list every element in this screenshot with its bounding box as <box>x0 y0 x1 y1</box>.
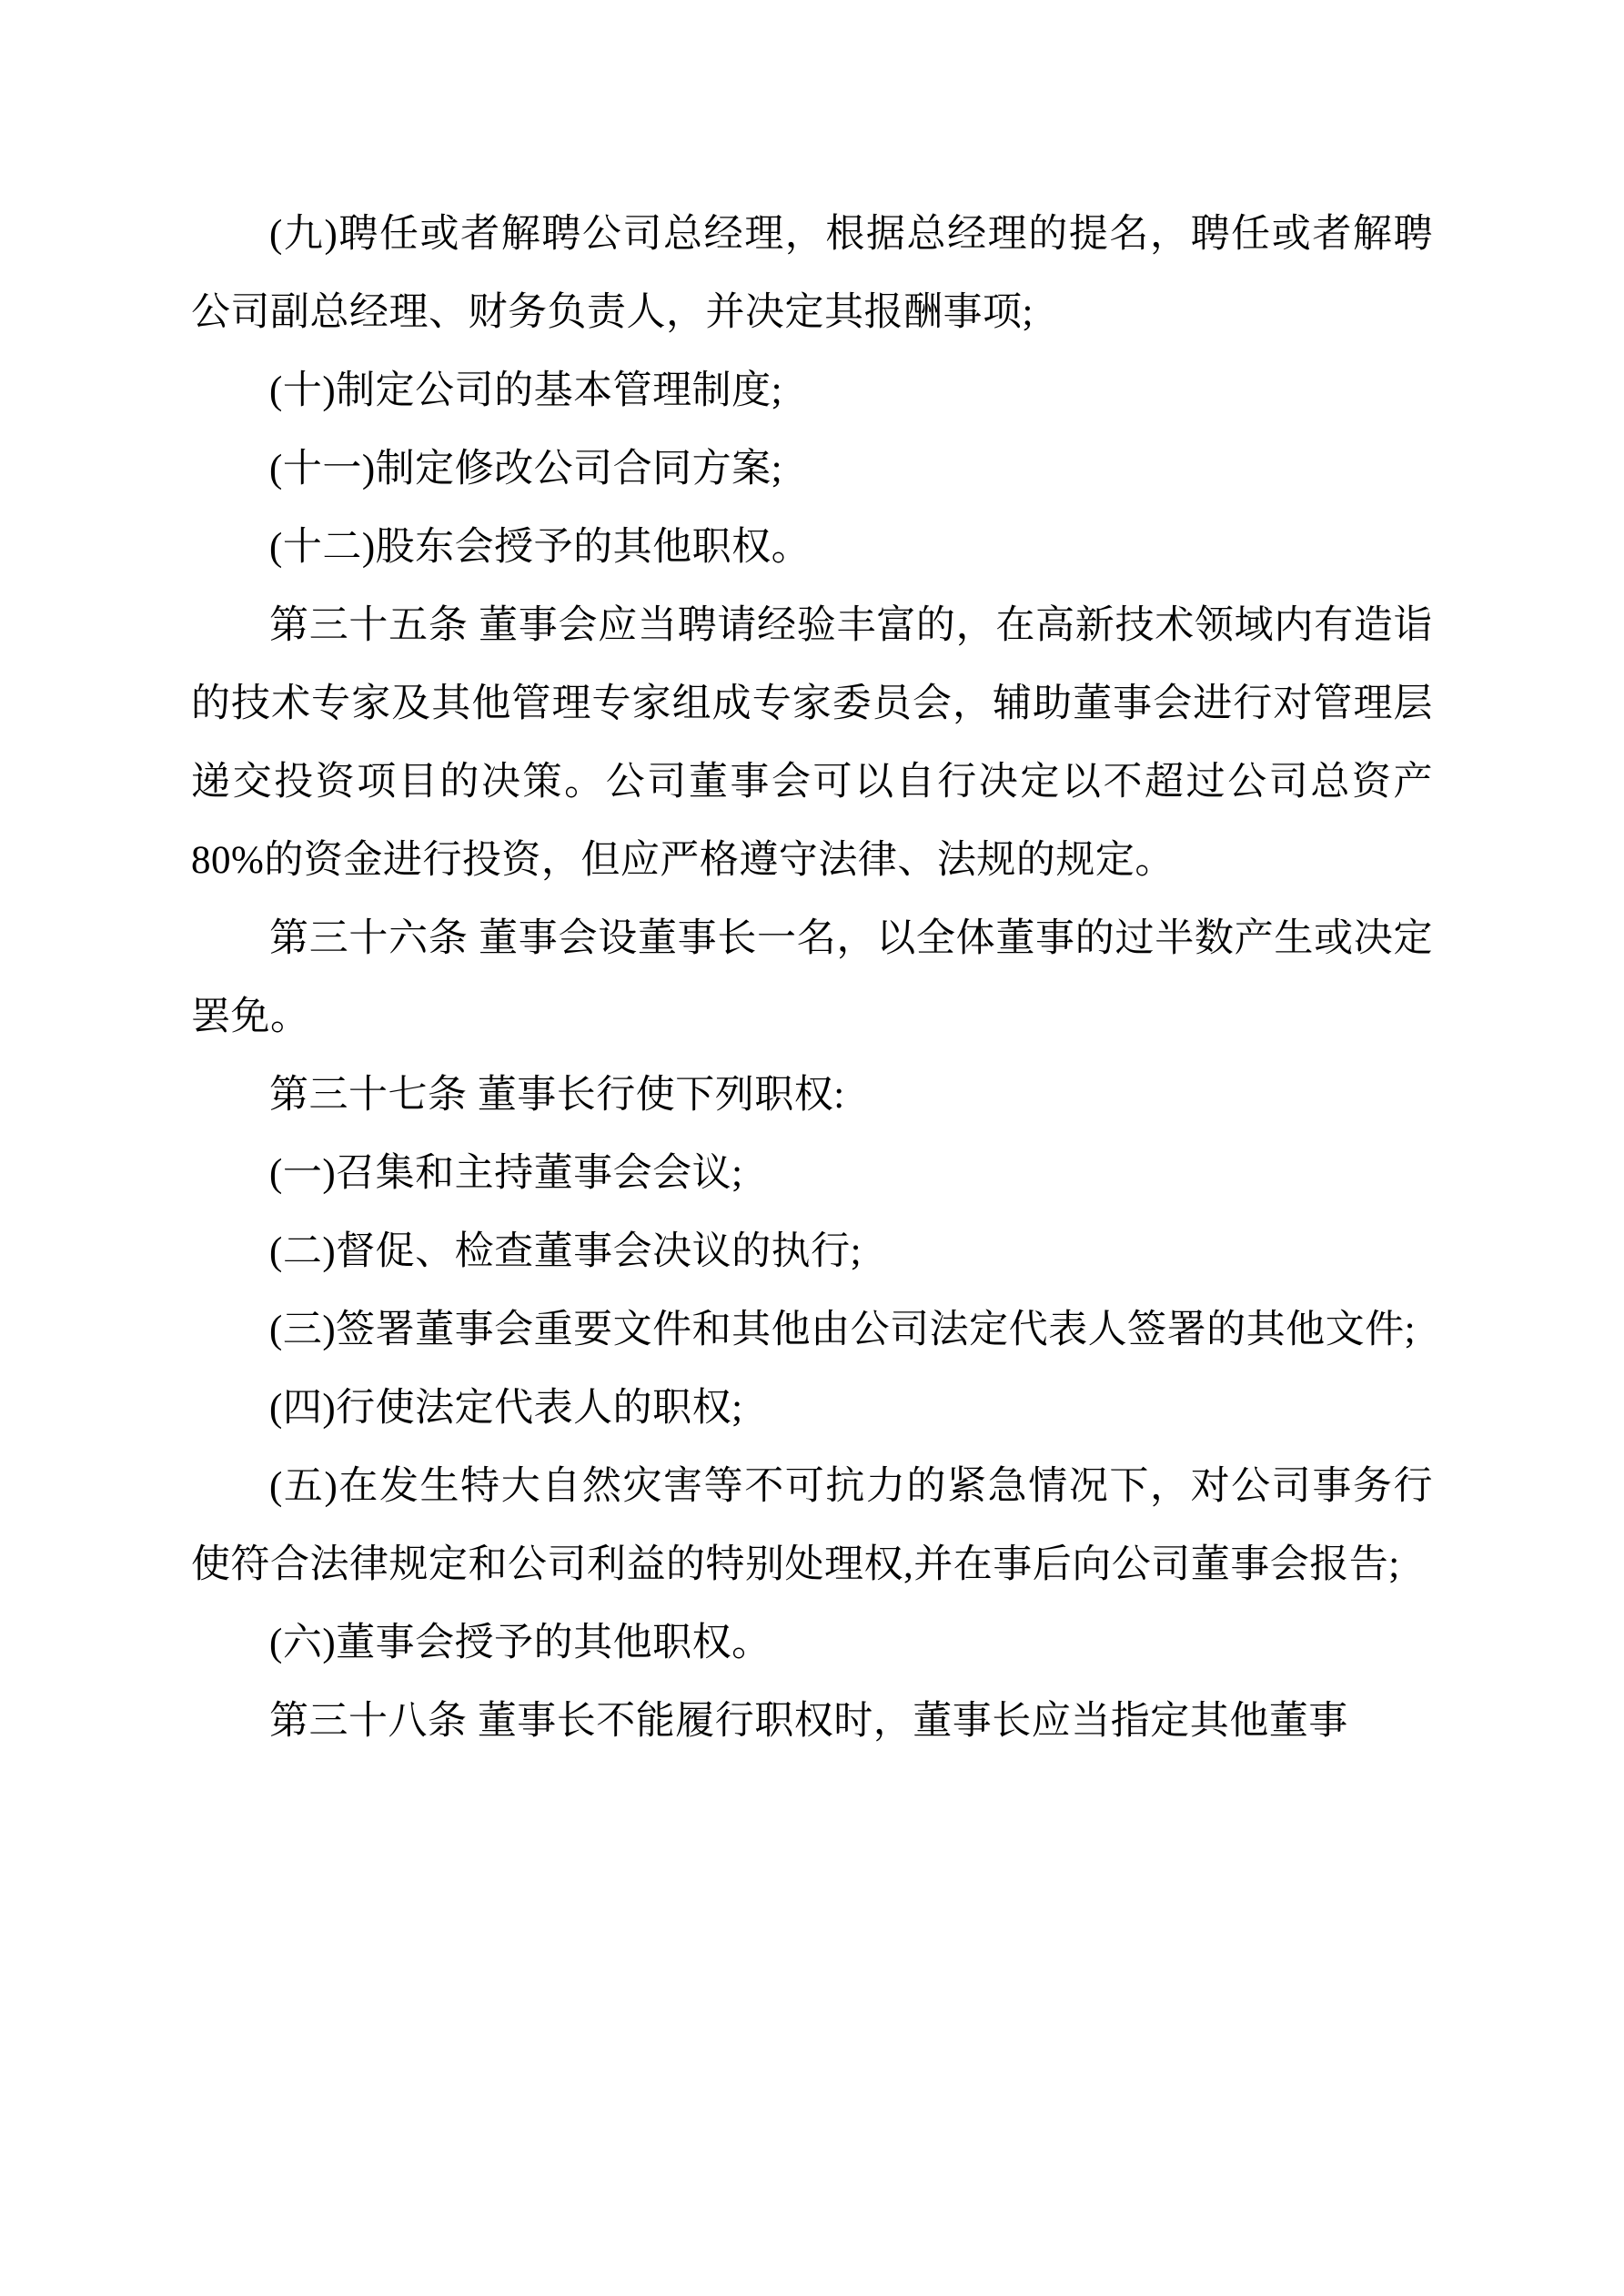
paragraph-item-3: (三)签署董事会重要文件和其他由公司法定代表人签署的其他文件; <box>269 1309 1417 1351</box>
paragraph-item-1: (一)召集和主持董事会会议; <box>269 1152 743 1195</box>
document-body <box>191 196 1433 1761</box>
paragraph-item-2: (二)督促、检查董事会决议的执行; <box>269 1230 862 1273</box>
paragraph-item-12: (十二)股东会授予的其他职权。 <box>269 526 812 569</box>
paragraph-item-11: (十一)制定修改公司合同方案; <box>269 448 783 491</box>
paragraph-article-35: 第三十五条 董事会应当聘请经验丰富的，在高新技术领域内有造诣的技术专家及其他管理专家组成专家委员会，辅助董事会进行对管理层递交投资项目的决策。公司董事会可以自行决定以不超过公司总资产 80%的资金进行投资，但应严格遵守法律、法规的规定。 <box>191 604 1433 882</box>
paragraph-article-36: 第三十六条 董事会设董事长一名，以全体董事的过半数产生或决定罢免。 <box>191 917 1433 1038</box>
paragraph-article-38: 第三十八条 董事长不能履行职权时，董事长应当指定其他董事 <box>269 1700 1348 1743</box>
paragraph-item-5: (五)在发生特大自然灾害等不可抗力的紧急情况下，对公司事务行使符合法律规定和公司利益的特别处理权,并在事后向公司董事会报告; <box>191 1465 1433 1586</box>
paragraph-item-4: (四)行使法定代表人的职权; <box>269 1387 743 1430</box>
paragraph-item-6: (六)董事会授予的其他职权。 <box>269 1622 772 1664</box>
paragraph-article-37: 第三十七条 董事长行使下列职权: <box>269 1074 845 1117</box>
paragraph-item-9: (九)聘任或者解聘公司总经理，根据总经理的提名，聘任或者解聘公司副总经理、财务负责人，并决定其报酬事项; <box>191 213 1433 334</box>
paragraph-item-10: (十)制定公司的基本管理制度; <box>269 369 783 412</box>
